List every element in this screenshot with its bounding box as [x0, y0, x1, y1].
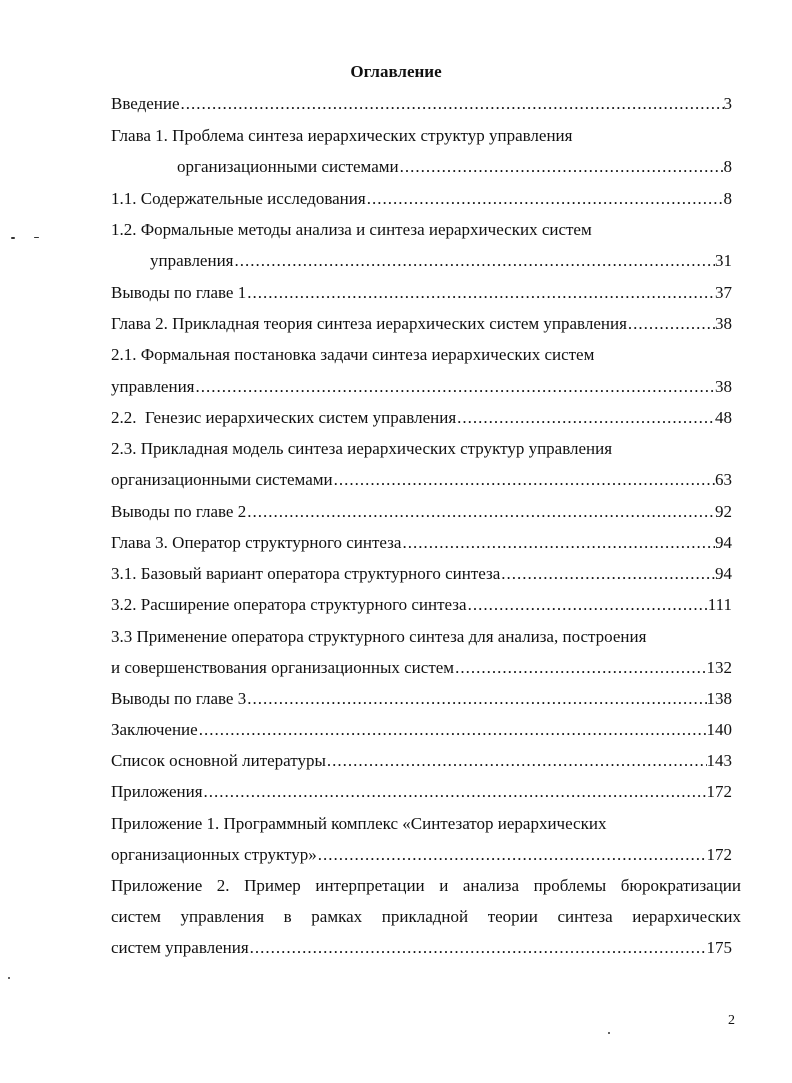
toc-entry-page: 38 — [715, 377, 732, 396]
toc-leader-dots — [454, 658, 706, 678]
toc-entry-heading: 2.1. Формальная постановка задачи синтеза иерархических систем — [111, 345, 595, 364]
scan-speck — [8, 977, 10, 979]
toc-leader-dots — [500, 564, 715, 584]
toc-leader-dots — [326, 751, 707, 771]
page-title: Оглавление — [350, 62, 442, 81]
toc-entry-page: 94 — [715, 564, 732, 583]
toc-entry-text: Выводы по главе 3 — [111, 689, 247, 708]
toc-entry — [150, 251, 732, 271]
toc-entry-text: и совершенствования организационных систем — [111, 658, 455, 677]
toc-entry-heading: Глава 1. Проблема синтеза иерархических структур управления — [111, 126, 573, 145]
toc-leader-dots — [333, 470, 715, 490]
toc-leader-dots — [399, 157, 724, 177]
toc-entry-page: 143 — [706, 751, 732, 770]
toc-entry-text: организационными системами — [111, 470, 333, 489]
toc-leader-dots — [401, 533, 715, 553]
toc-entry-text: организационными системами — [177, 157, 399, 176]
toc-entry — [111, 408, 732, 428]
toc-entry-text: Глава 3. Оператор структурного синтеза — [111, 533, 402, 552]
toc-leader-dots — [198, 720, 707, 740]
toc-entry — [111, 283, 732, 303]
toc-leader-dots — [234, 251, 716, 271]
toc-entry-page: 8 — [723, 189, 732, 208]
toc-leader-dots — [246, 283, 715, 303]
toc-entry-text: Введение — [111, 94, 180, 113]
toc-entry — [111, 564, 732, 584]
toc-entry-page: 38 — [715, 314, 732, 333]
toc-entry-text: управления — [111, 377, 195, 396]
toc-entry — [111, 533, 732, 553]
toc-entry-text: управления — [150, 251, 234, 270]
toc-entry — [111, 502, 732, 522]
toc-entry-text: организационных структур» — [111, 845, 317, 864]
toc-leader-dots — [467, 595, 708, 615]
scan-speck — [11, 237, 15, 239]
toc-entry — [111, 845, 732, 865]
toc-entry-page: 138 — [706, 689, 732, 708]
toc-entry — [111, 751, 732, 771]
toc-entry-page: 63 — [715, 470, 732, 489]
toc-entry-heading: 3.3 Применение оператора структурного синтеза для анализа, построения — [111, 627, 647, 646]
toc-entry-page: 48 — [715, 408, 732, 427]
scan-speck — [34, 237, 39, 238]
toc-entry-heading: Приложение 1. Программный комплекс «Синтезатор иерархических — [111, 814, 607, 833]
toc-entry-text: 2.2. Генезис иерархических систем управления — [111, 408, 457, 427]
toc-entry-page: 3 — [723, 94, 732, 113]
toc-entry-page: 175 — [706, 938, 732, 957]
toc-entry-page: 172 — [706, 845, 732, 864]
toc-entry-page: 132 — [706, 658, 732, 677]
toc-entry-page: 140 — [706, 720, 732, 739]
toc-entry — [111, 720, 732, 740]
toc-leader-dots — [627, 314, 715, 334]
toc-entry-text: 3.1. Базовый вариант оператора структурного синтеза — [111, 564, 501, 583]
toc-entry-text: Список основной литературы — [111, 751, 326, 770]
toc-entry-text: систем управления — [111, 938, 249, 957]
toc-entry-page: 111 — [707, 595, 732, 614]
toc-entry — [111, 938, 732, 958]
toc-entry-page: 31 — [715, 251, 732, 270]
toc-entry-page: 172 — [706, 782, 732, 801]
toc-leader-dots — [249, 938, 707, 958]
toc-entry-heading: Приложение 2. Пример интерпретации и анализа проблемы бюрократизации — [111, 876, 741, 895]
toc-leader-dots — [366, 189, 724, 209]
toc-leader-dots — [246, 502, 715, 522]
toc-entry-page: 92 — [715, 502, 732, 521]
toc-entry-heading: 2.3. Прикладная модель синтеза иерархических структур управления — [111, 439, 613, 458]
toc-entry — [177, 157, 732, 177]
toc-entry-page: 37 — [715, 283, 732, 302]
toc-entry — [111, 377, 732, 397]
toc-entry — [111, 314, 732, 334]
toc-entry-page: 8 — [723, 157, 732, 176]
toc-entry-text: Приложения — [111, 782, 203, 801]
page-number: 2 — [728, 1013, 735, 1028]
toc-entry — [111, 189, 732, 209]
toc-entry-text: Выводы по главе 1 — [111, 283, 247, 302]
toc-entry-heading: 1.2. Формальные методы анализа и синтеза иерархических систем — [111, 220, 592, 239]
toc-leader-dots — [317, 845, 707, 865]
toc-entry — [111, 689, 732, 709]
toc-entry — [111, 94, 732, 114]
toc-entry-text: 3.2. Расширение оператора структурного синтеза — [111, 595, 467, 614]
toc-entry-page: 94 — [715, 533, 732, 552]
toc-leader-dots — [180, 94, 724, 114]
toc-entry — [111, 658, 732, 678]
toc-leader-dots — [456, 408, 715, 428]
toc-entry-text: Заключение — [111, 720, 198, 739]
toc-entry-text: 1.1. Содержательные исследования — [111, 189, 366, 208]
toc-entry-text: Глава 2. Прикладная теория синтеза иерархических систем управления — [111, 314, 627, 333]
toc-entry-text: Выводы по главе 2 — [111, 502, 247, 521]
toc-entry-heading: систем управления в рамках прикладной теории синтеза иерархических — [111, 907, 741, 926]
toc-leader-dots — [246, 689, 706, 709]
toc-entry — [111, 782, 732, 802]
toc-leader-dots — [195, 377, 716, 397]
scan-speck — [608, 1032, 610, 1034]
toc-leader-dots — [203, 782, 707, 802]
toc-entry — [111, 470, 732, 490]
toc-entry — [111, 595, 732, 615]
